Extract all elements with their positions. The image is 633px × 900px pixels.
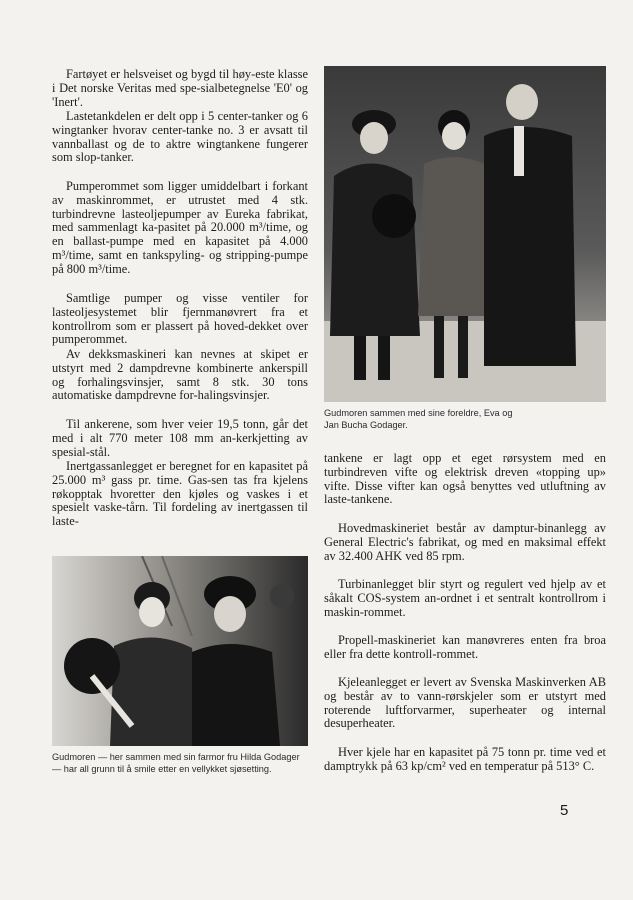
paragraph-deck-machinery: Av dekksmaskineri kan nevnes at skipet er utstyrt med 2 dampdrevne kombinerte ankerspill og forhalingsvinsjer, samt 8 stk. 30 tons automatiske dampdrevne for-halingsvinsjer. (52, 347, 308, 403)
caption-top-photo: Gudmoren sammen med sine foreldre, Eva og Jan Bucha Godager. (324, 408, 513, 430)
paragraph-inert-gas-continued: tankene er lagt opp et eget rørsystem med en turbindreven vifte og elektrisk dreven «topping up» vifte. Disse vifter kan også benyttes ved utluftning av laste-tankene. (324, 451, 606, 507)
paragraph-boiler-capacity: Hver kjele har en kapasitet på 75 tonn pr. time ved et damptrykk på 63 kp/cm² ved en temperatur på 513° C. (324, 745, 606, 773)
paragraph-anchors: Til ankerene, som hver veier 19,5 tonn, går det med i alt 770 meter 108 mm an-kerkjetting av spesial-stål. (52, 417, 308, 459)
photo-illustration (52, 556, 308, 746)
paragraph-boiler-plant: Kjeleanlegget er levert av Svenska Maskinverken AB og består av to vann-rørskjeler som er utstyrt med roterende luftforvarmer, superheater og internal desuperheater. (324, 675, 606, 731)
paragraph-propeller-machinery: Propell-maskineriet kan manøvreres enten fra broa eller fra dette kontroll-rommet. (324, 633, 606, 661)
paragraph-inert-gas: Inertgassanlegget er beregnet for en kapasitet på 25.000 m³ gass pr. time. Gas-sen tas fra kjelens røkopptak hvoretter den kjøles og vaskes i et spesielt vaske-tårn. Til fordeling av inertgassen til laste- (52, 459, 308, 529)
paragraph-main-machinery: Hovedmaskineriet består av damptur-binanlegg av General Electric's fabrikat, og med en maksimal effekt av 32.400 AHK ved 85 rpm. (324, 521, 606, 563)
photo-godmother-with-grandmother (52, 556, 308, 746)
photo-godmother-with-parents (324, 66, 606, 402)
photo-illustration (324, 66, 606, 402)
paragraph-remote-control: Samtlige pumper og visse ventiler for lasteoljesystemet blir fjernmanøvrert fra et kontrollrom som er plassert på hoved-dekket over pumperommet. (52, 291, 308, 347)
paragraph-cargo-tanks: Lastetankdelen er delt opp i 5 center-tanker og 6 wingtanker hvorav center-tanke no. 3 er avsatt til vannballast og de to aktre wingtankene fungerer som slop-tanker. (52, 109, 308, 165)
page-number: 5 (560, 802, 569, 819)
caption-bottom-photo: Gudmoren — her sammen med sin farmor fru Hilda Godager — har all grunn til å smile etter en vellykket sjøsetting. (52, 752, 300, 774)
paragraph-class-rating: Fartøyet er helsveiset og bygd til høy-este klasse i Det norske Veritas med spe-sialbetegnelse 'E0' og 'Inert'. (52, 67, 308, 109)
paragraph-pump-room: Pumperommet som ligger umiddelbart i forkant av maskinrommet, er utrustet med 4 stk. turbindrevne lasteoljepumper av Eureka fabrikat, med sammenlagt ka-pasitet på 20.000 m³/time, og en ballast-pumpe med en kapasitet på 4.000 m³/time, samt en tankspyling- og stripping-pumpe på 800 m³/time. (52, 179, 308, 276)
paragraph-turbine-control: Turbinanlegget blir styrt og regulert ved hjelp av et såkalt COS-system an-ordnet i et sentralt kontrollrom i maskin-rommet. (324, 577, 606, 619)
